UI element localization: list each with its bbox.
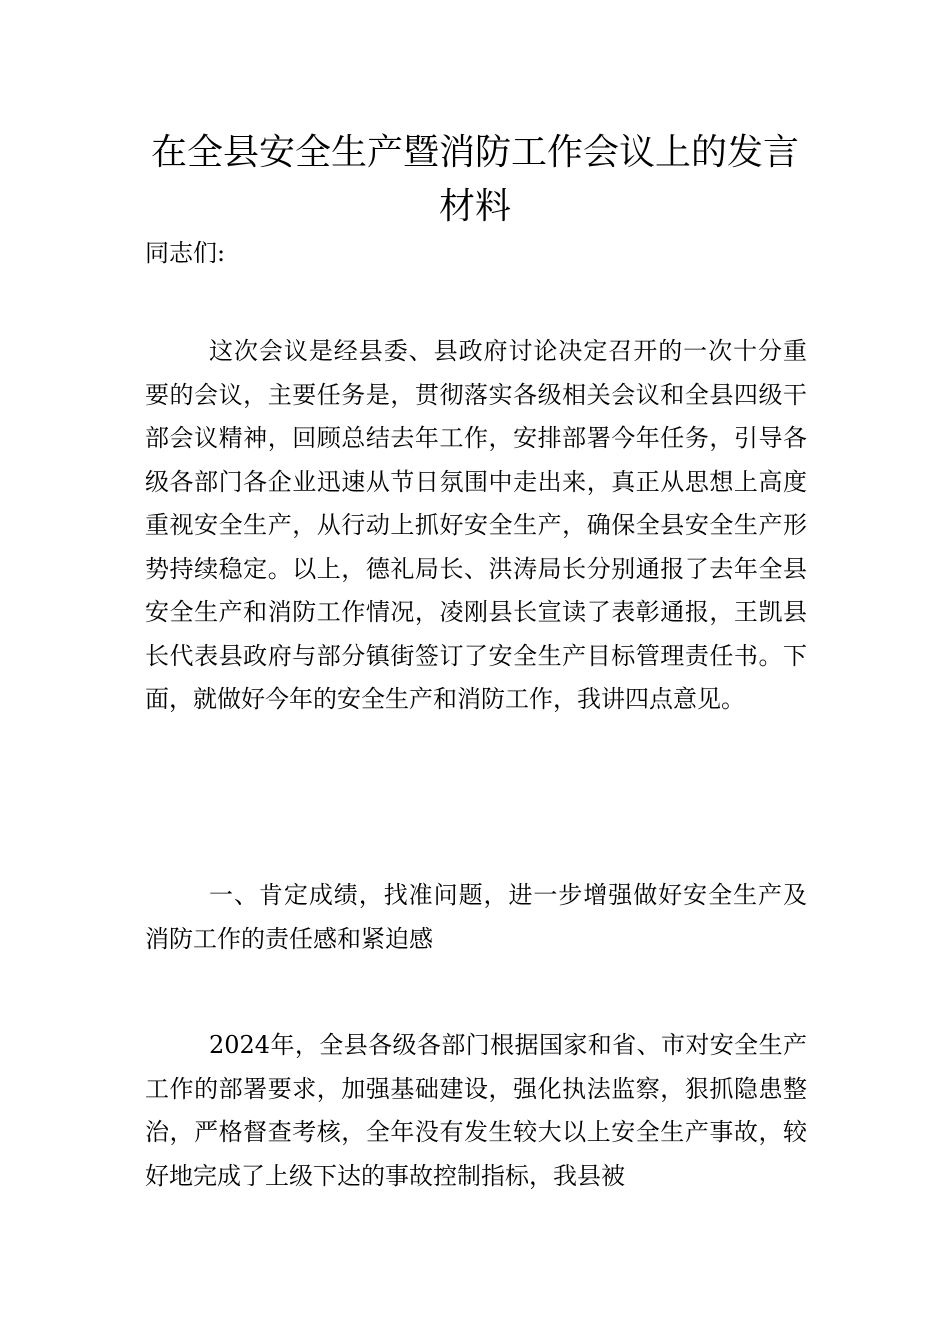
document-title: 在全县安全生产暨消防工作会议上的发言材料 <box>150 132 799 227</box>
section-heading-1: 一、肯定成绩，找准问题，进一步增强做好安全生产及消防工作的责任感和紧迫感 <box>145 881 807 953</box>
salutation: 同志们: <box>145 239 226 267</box>
paragraph-achievements: 2024年，全县各级各部门根据国家和省、市对安全生产工作的部署要求，加强基础建设，强化执法监察，狠抓隐患整治，严格督查考核，全年没有发生较大以上安全生产事故，较好地完成了上级下达的事故控制指标，我县被 <box>145 1031 807 1190</box>
paragraph-intro: 这次会议是经县委、县政府讨论决定召开的一次十分重要的会议，主要任务是，贯彻落实各级相关会议和全县四级干部会议精神，回顾总结去年工作，安排部署今年任务，引导各级各部门各企业迅速从节日氛围中走出来，真正从思想上高度重视安全生产，从行动上抓好安全生产，确保全县安全生产形势持续稳定。以上，德礼局长、洪涛局长分别通报了去年全县安全生产和消防工作情况，凌刚县长宣读了表彰通报，王凯县长代表县政府与部分镇街签订了安全生产目标管理责任书。下面，就做好今年的安全生产和消防工作，我讲四点意见。 <box>145 337 807 713</box>
